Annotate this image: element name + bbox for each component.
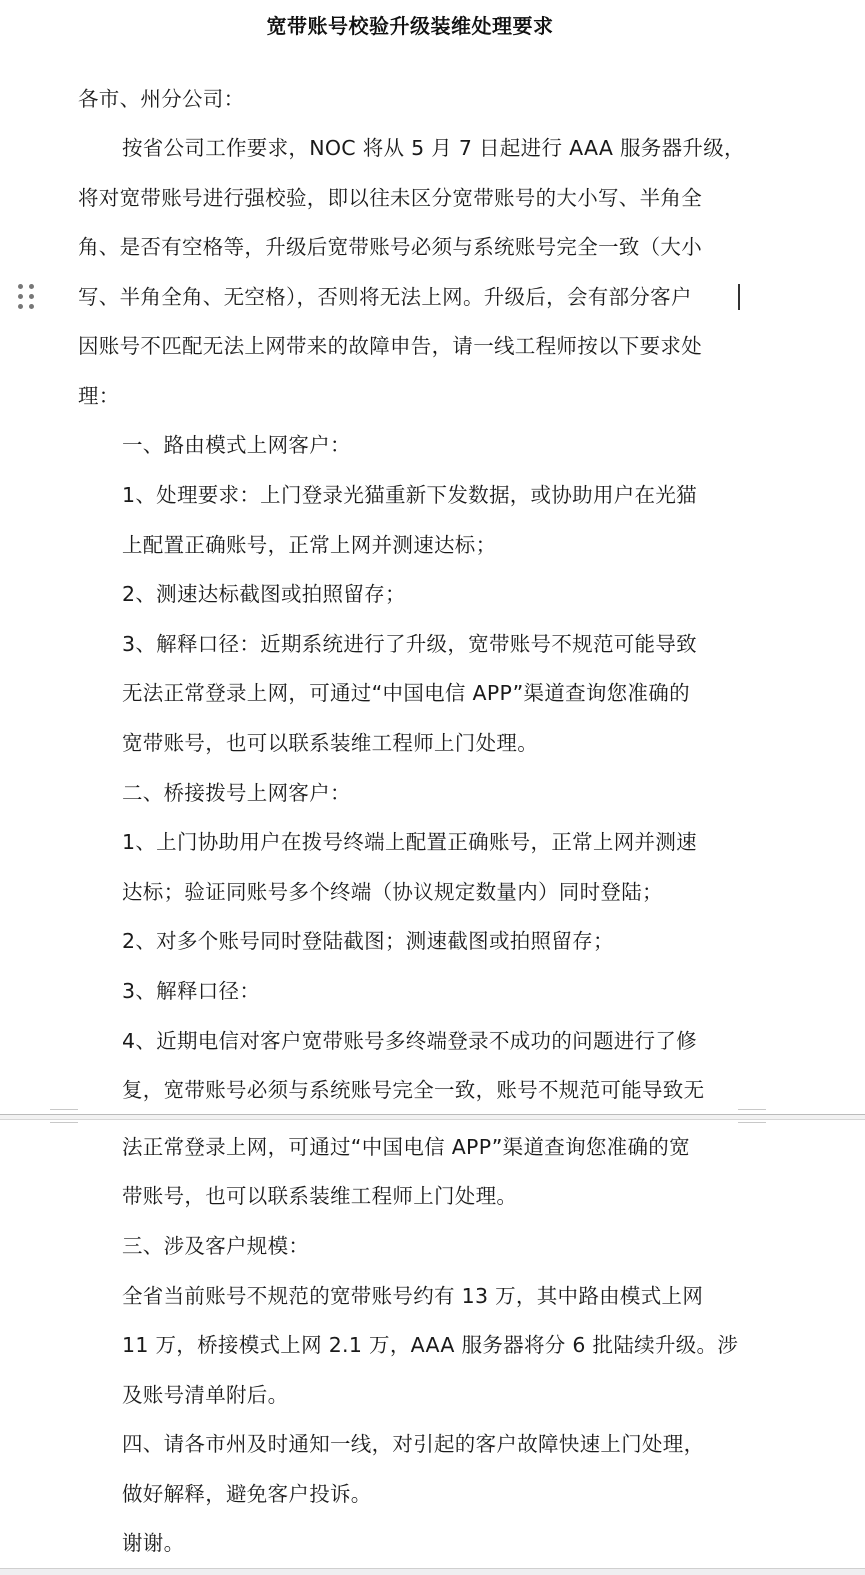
paragraph-line: 做好解释，避免客户投诉。 (122, 1482, 372, 1506)
paragraph-line: 角、是否有空格等，升级后宽带账号必须与系统账号完全一致（大小 (78, 235, 702, 259)
paragraph-line: 1、处理要求：上门登录光猫重新下发数据，或协助用户在光猫 (122, 483, 697, 507)
salutation: 各市、州分公司： (78, 87, 245, 111)
paragraph-line: 2、测速达标截图或拍照留存； (122, 582, 406, 606)
page-break-marker-right (738, 1109, 766, 1123)
paragraph-line: 无法正常登录上网，可通过“中国电信 APP”渠道查询您准确的 (122, 681, 690, 705)
paragraph-line: 将对宽带账号进行强校验，即以往未区分宽带账号的大小写、半角全 (78, 186, 702, 210)
paragraph-line: 四、请各市州及时通知一线，对引起的客户故障快速上门处理， (122, 1432, 705, 1456)
paragraph-line: 法正常登录上网，可通过“中国电信 APP”渠道查询您准确的宽 (122, 1135, 690, 1159)
section-heading: 三、涉及客户规模： (122, 1234, 310, 1258)
page-break (0, 1114, 865, 1120)
page-break-marker-left (50, 1109, 78, 1123)
closing-line: 谢谢。 (122, 1531, 185, 1555)
drag-handle-icon[interactable] (16, 283, 38, 311)
document-title: 宽带账号校验升级装维处理要求 (266, 14, 554, 38)
paragraph-line: 11 万，桥接模式上网 2.1 万，AAA 服务器将分 6 批陆续升级。涉 (122, 1333, 739, 1357)
section-heading: 一、路由模式上网客户： (122, 433, 351, 457)
paragraph-line: 1、上门协助用户在拨号终端上配置正确账号，正常上网并测速 (122, 830, 697, 854)
paragraph-line: 全省当前账号不规范的宽带账号约有 13 万，其中路由模式上网 (122, 1284, 704, 1308)
section-heading: 二、桥接拨号上网客户： (122, 781, 351, 805)
paragraph-line: 宽带账号，也可以联系装维工程师上门处理。 (122, 731, 538, 755)
paragraph-line: 达标；验证同账号多个终端（协议规定数量内）同时登陆； (122, 880, 663, 904)
paragraph-line: 3、解释口径：近期系统进行了升级，宽带账号不规范可能导致 (122, 632, 697, 656)
paragraph-line: 2、对多个账号同时登陆截图；测速截图或拍照留存； (122, 929, 614, 953)
paragraph-line: 带账号，也可以联系装维工程师上门处理。 (122, 1184, 518, 1208)
paragraph-line: 理： (78, 384, 120, 408)
paragraph-line: 4、近期电信对客户宽带账号多终端登录不成功的问题进行了修 (122, 1029, 697, 1053)
page-bottom-edge (0, 1568, 865, 1575)
paragraph-line: 3、解释口径： (122, 979, 261, 1003)
paragraph-line: 因账号不匹配无法上网带来的故障申告，请一线工程师按以下要求处 (78, 334, 702, 358)
paragraph-line: 及账号清单附后。 (122, 1383, 289, 1407)
paragraph-line: 上配置正确账号，正常上网并测速达标； (122, 533, 497, 557)
text-cursor-icon (738, 284, 740, 310)
paragraph-line: 复，宽带账号必须与系统账号完全一致，账号不规范可能导致无 (122, 1078, 705, 1102)
paragraph-line: 按省公司工作要求，NOC 将从 5 月 7 日起进行 AAA 服务器升级， (122, 136, 745, 160)
paragraph-line: 写、半角全角、无空格），否则将无法上网。升级后，会有部分客户 (78, 285, 692, 309)
